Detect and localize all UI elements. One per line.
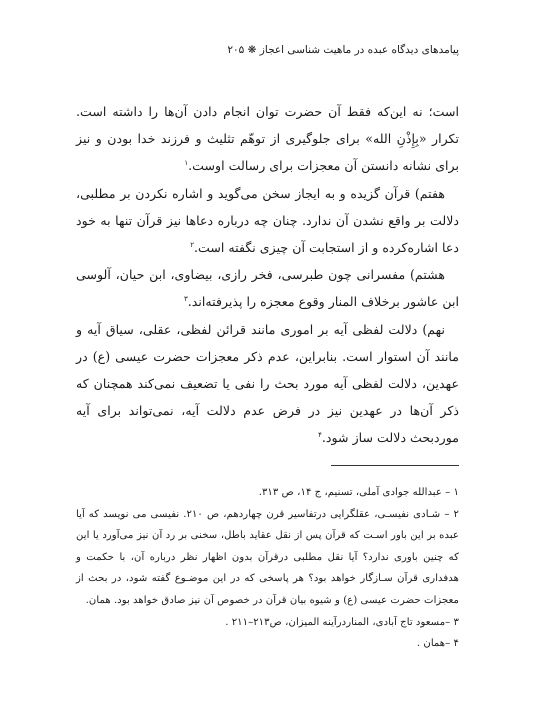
footnote-reference[interactable]: ۱ xyxy=(184,159,189,168)
paragraph-3 xyxy=(76,261,459,315)
paragraph-text: هشتم) مفسرانی چون طبرسی، فخر رازی، بیضاوی، ابن حیان، آلوسی ابن عاشور برخلاف المنار وقوع معجزه را پذیرفته‌اند. xyxy=(76,267,459,310)
footnote-reference[interactable]: ۴ xyxy=(318,431,322,440)
paragraph-1 xyxy=(76,98,459,180)
footnote-reference[interactable]: ۲ xyxy=(190,240,194,249)
paragraph-text: هفتم) قرآن گزیده و به ایجاز سخن می‌گوید و اشاره نکردن بر مطلبی، دلالت بر واقع نشدن آن ندارد. چنان چه درباره دعاها نیز قرآن تنها به خود دعا اشاره‌کرده و از استجابت آن چیزی نگفته است. xyxy=(76,185,459,256)
running-header: پیامدهای دیدگاه عبده در ماهیت شناسی اعجاز ❋ ۲۰۵ xyxy=(227,44,459,56)
paragraph-4 xyxy=(76,316,459,452)
paragraph-2 xyxy=(76,180,459,262)
footnote-separator xyxy=(331,465,459,466)
main-text xyxy=(76,98,459,452)
footnote-1: ۱ – عبدالله جوادی آملی، تسنیم، ج ۱۴، ص ۳۱۳. xyxy=(258,487,459,498)
footnote-3: ۳ –مسعود تاج آبادی، المناردرآینه المیزان، ص۲۱۳–۲۱۱ . xyxy=(225,616,459,628)
footnote-reference[interactable]: ۳ xyxy=(184,295,188,304)
paragraph-text: نهم) دلالت لفظی آیه بر اموری مانند قرائن لفظی، عقلی، سیاق آیه و مانند آن استوار است. بنابراین، عدم ذکر معجزات حضرت عیسی (ع) در عهدین، دلالت لفظی آیه مورد بحث را نفی یا تضعیف نمی‌کند همچنان که ذکر آن‌ها در عهدین نیز در فرض عدم دلالت آیه، نمی‌تواند برای آیه موردبحث دلالت ساز شود. xyxy=(76,321,459,446)
footnotes xyxy=(76,482,459,655)
footnote-4: ۴ –همان . xyxy=(416,638,459,650)
paragraph-text: است؛ نه این‌که فقط آن حضرت توان انجام دادن آن‌ها را داشته است. تکرار «بِإِذْنِ الله» برای جلوگیری از توهّم تثلیث و فرزند خدا بودن و نیز برای نشانه دانستن آن معجزات برای رسالت اوست. xyxy=(76,104,459,174)
footnote-2: ۲ – شـادی نفیسـی، عقلگرایی درتفاسیر قرن چهاردهم، ص ۲۱۰. نفیسی می نویسد که آیا عبده بر این باور اسـت که قرآن پس از نقل عقاید باطل، سخنی بر رد آن نیز می‌آورد یا این که چنین باوری ندارد؟ آیا نقل مطلبی درقرآن بدون اظهار نظر درباره آن، با حکمت و هدفداری قرآن سـازگار خواهد بود؟ هر پاسخی که در این موضـوع گفته شود، در بحث از معجزات حضرت عیسی (ع) و شیوه بیان قرآن در خصوص آن نیز صادق خواهد بود. همان. xyxy=(76,508,459,606)
